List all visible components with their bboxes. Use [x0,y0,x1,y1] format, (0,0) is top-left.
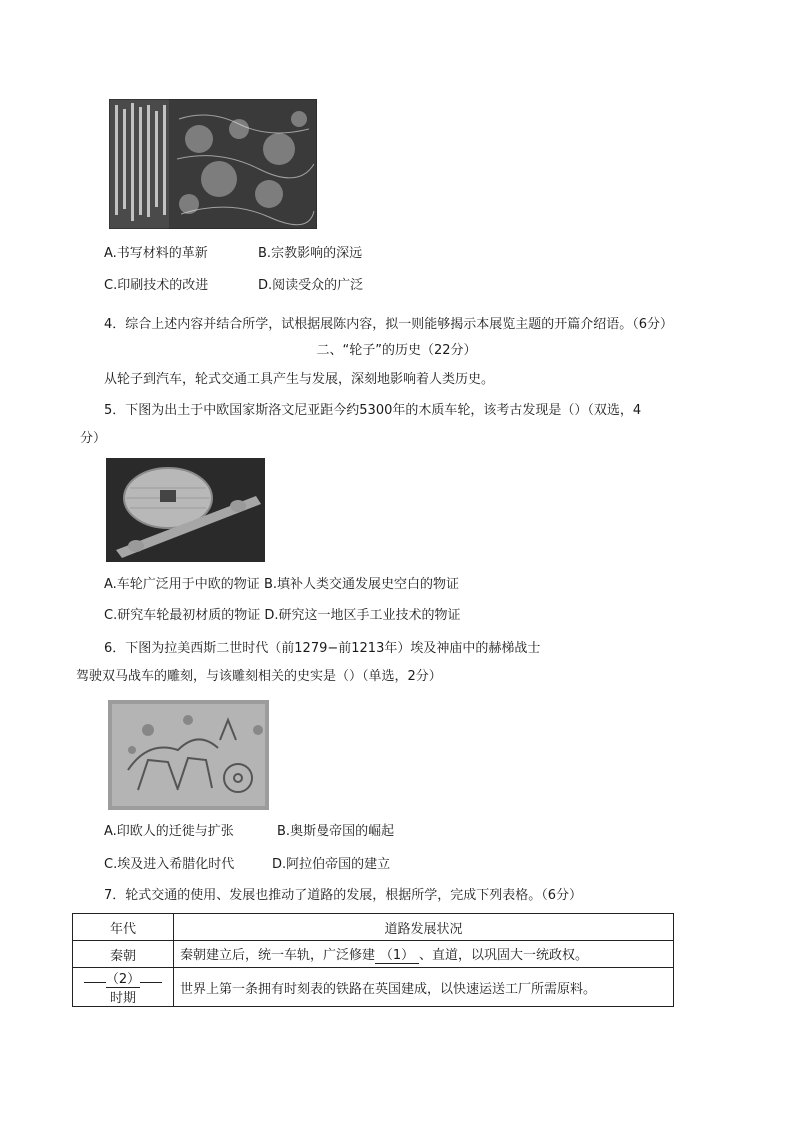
wooden-wheel-image [106,458,265,562]
question-6 [104,640,540,658]
answer-blank-2-lead [84,982,106,983]
table-row [73,968,674,1007]
chariot-relief-image [108,700,269,810]
option-text: 填补人类交通发展史空白的物证 [277,577,460,592]
option-label: C. [104,857,118,872]
question-text: 综合上述内容并结合所学，试根据展陈内容，拟一则能够揭示本展览主题的开篇介绍语。（6分） [125,317,674,332]
row-road-status: 世界上第一条拥有时刻表的铁路在英国建成，以快速运送工厂所需原料。 [174,968,674,1007]
option-label: D. [258,278,273,293]
question-number: 5． [104,403,126,418]
question-4 [104,316,673,334]
q5-options-row-2 [104,607,461,625]
table-row [73,941,674,968]
answer-blank-2-trail [140,982,162,983]
question-7 [104,887,582,905]
option-label: A. [104,577,117,592]
answer-blank-2[interactable]: （2） [105,972,141,987]
row-era [73,968,174,1007]
q6-option-b [277,823,394,841]
row-era: 秦朝 [73,941,174,968]
option-label: B. [277,824,291,839]
section-intro: 从轮子到汽车，轮式交通工具产生与发展，深刻地影响着人类历史。 [104,372,495,387]
answer-blank-1[interactable]: （1） [375,944,419,964]
question-5-continuation: 分） [80,431,107,446]
q3-option-b [258,245,362,263]
q3-option-c [104,277,208,295]
option-text: 车轮广泛用于中欧的物证 [116,577,260,592]
option-text: 研究车轮最初材质的物证 [117,608,261,623]
question-text: 下图为拉美西斯二世时代（前1279−前1213年）埃及神庙中的赫梯战士 [125,641,541,656]
option-label: C. [104,278,118,293]
q6-option-c [104,856,234,874]
header-road-status: 道路发展状况 [174,914,674,941]
road-development-table [72,913,674,1007]
option-text: 书写材料的革新 [116,246,208,261]
option-text: 阅读受众的广泛 [272,278,364,293]
section-heading: 二、“轮子”的历史（22分） [316,343,477,358]
question-number: 7． [104,888,126,903]
row-road-status [174,941,674,968]
option-label: B. [258,246,272,261]
option-label: B. [263,577,278,592]
option-text: 阿拉伯帝国的建立 [286,857,391,872]
option-label: D. [272,857,287,872]
option-text: 印欧人的迁徙与扩张 [116,824,234,839]
option-text: 奥斯曼帝国的崛起 [290,824,395,839]
q5-options-row-1 [104,576,459,594]
option-text: 研究这一地区手工业技术的物证 [278,608,461,623]
question-text: 轮式交通的使用、发展也推动了道路的发展，根据所学，完成下列表格。（6分） [125,888,583,903]
stele-rubbing-image [109,99,317,229]
row-text-post: 、直道，以巩固大一统政权。 [419,948,589,963]
option-label: C. [104,608,118,623]
option-text: 宗教影响的深远 [271,246,363,261]
option-text: 埃及进入希腊化时代 [117,857,235,872]
option-label: D. [264,608,279,623]
question-5 [104,402,641,420]
table-header-row [73,914,674,941]
option-label: A. [104,824,117,839]
header-era: 年代 [73,914,174,941]
row-text-pre: 秦朝建立后，统一车轨，广泛修建 [180,948,376,963]
q3-option-d [258,277,363,295]
question-number: 4． [104,317,126,332]
question-number: 6． [104,641,126,656]
option-text: 印刷技术的改进 [117,278,209,293]
question-6-continuation: 驾驶双马战车的雕刻，与该雕刻相关的史实是（）（单选，2分） [76,669,442,684]
option-label: A. [104,246,117,261]
question-text: 下图为出土于中欧国家斯洛文尼亚距今约5300年的木质车轮，该考古发现是（）（双选，4 [125,403,642,418]
q6-option-a [104,823,234,841]
row-era-suffix: 时期 [109,991,136,1006]
q3-option-a [104,245,208,263]
q6-option-d [272,856,390,874]
